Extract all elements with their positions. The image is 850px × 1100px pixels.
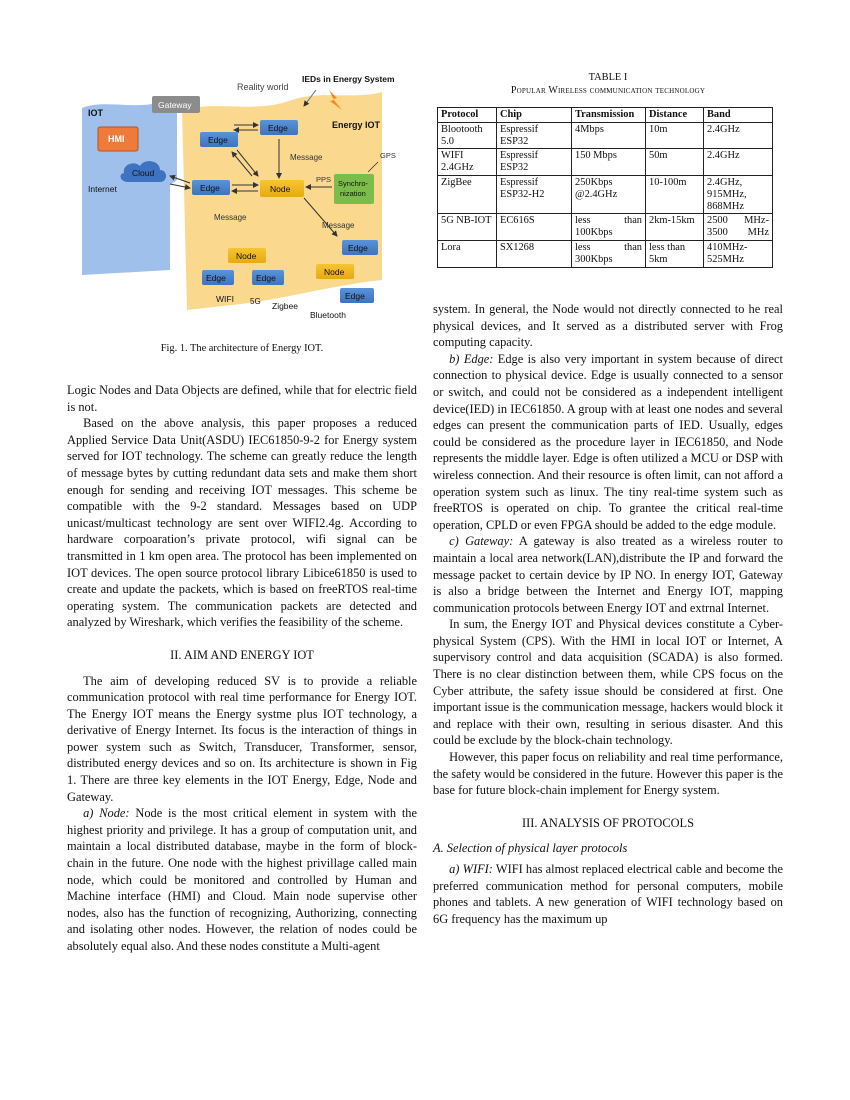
cell: Lora <box>438 240 497 267</box>
cell: 5G NB-IOT <box>438 214 497 241</box>
header-chip: Chip <box>497 108 572 123</box>
cell: 10-100m <box>646 175 704 213</box>
edge-wifi-label: Edge <box>206 273 226 283</box>
cloud-label: Cloud <box>132 168 155 178</box>
edge-top-label: Edge <box>268 123 288 133</box>
header-distance: Distance <box>646 108 704 123</box>
node-bottom-label: Node <box>236 251 257 261</box>
hmi-label: HMI <box>108 134 125 144</box>
cell: less than 100Kbps <box>572 214 646 241</box>
subsection-heading: A. Selection of physical layer protocols <box>433 841 628 856</box>
cell: 410MHz-525MHz <box>704 240 773 267</box>
reality-world-label: Reality world <box>237 82 289 92</box>
table-title: Popular Wireless communication technology <box>510 85 706 96</box>
cell: 2km-15km <box>646 214 704 241</box>
edge-text: Edge is also very important in system because of direct connection to physical device. Edge is usually connected to a sensor or switch, and could not be considered as a independent intelligent device(IED) in IEC61850. A group with at least one nodes and several edges can present the communication parts of IED. Usually, edges could be considered as the procedure layer in IEC61850, and Node represents the middle layer. Edge is often utilized a MCU or DSP with wireless connection. And their resource is often limit, can not afford a operation system such as linux. The tiny real-time system such as freeRTOS is operated on chip. To grantee the critical real-time operation, CPLD or even FPGA should be added to the edge module. <box>433 351 783 532</box>
cell: Espressif ESP32 <box>497 149 572 176</box>
cell: 250Kbps @2.4GHz <box>572 175 646 213</box>
cell: SX1268 <box>497 240 572 267</box>
table-row <box>438 175 773 213</box>
left-column <box>67 382 417 955</box>
cell: Blootooth 5.0 <box>438 122 497 149</box>
cell: 2.4GHz, 915MHz, 868MHz <box>704 175 773 213</box>
node-label: a) Node: <box>83 806 130 821</box>
edge-bluetooth-label: Edge <box>345 291 365 301</box>
energy-iot-label: Energy IOT <box>332 120 381 130</box>
cell: WIFI 2.4GHz <box>438 149 497 176</box>
wifi-label: a) WIFI: <box>449 862 493 876</box>
cell: 2.4GHz <box>704 122 773 149</box>
paragraph: The aim of developing reduced SV is to provide a reliable communication protocol with real time performance for Energy IOT. The Energy IOT means the Energy systme plus IOT technology, a derivative of Energy Internet. Its focus is the interaction of things in power system such as Switch, Transducer, Transformer, sensor, distributed energy devices and so on. Its architecture is shown in Fig 1. There are three key elements in the IOT Energy, Edge, Node and Gateway. <box>67 673 417 804</box>
cell: Espressif ESP32 <box>497 122 572 149</box>
gps-label: GPS <box>380 151 396 160</box>
internet-label: Internet <box>88 184 117 194</box>
paragraph-gateway <box>433 533 783 616</box>
wifi-label: WIFI <box>216 294 234 304</box>
node-text: Node is the most critical element in system with the highest priority and privilege. It has a group of computation unit, and maintain a local distributed database, maybe in the form of block-chain in the future. One node with the highest privillage called main node, which could be monitored and controlled by Human and Machine interface (HMI) and Cloud. Main node supervise other nodes, also has the function of recognizing, Authorizing, connecting and isolating other nodes. However, the relation of nodes could be absolutely equal also. And these nodes constitute a Multi-agent <box>67 806 417 953</box>
paragraph: Logic Nodes and Data Objects are defined, while that for electric field is not. <box>67 383 417 414</box>
zigbee-label: Zigbee <box>272 301 298 311</box>
architecture-figure <box>82 70 402 330</box>
paragraph-wifi <box>433 861 783 927</box>
cell: 50m <box>646 149 704 176</box>
paragraph: In sum, the Energy IOT and Physical devices constitute a Cyber-physical System (CPS). With the HMI in local IOT or Internet, A supervisory control and data acquisition (SCADA) is also formed. There is no clear distinction between them, while CPS focus on the Cyber attribute, the safety issue should be considered at first. One important issue is the communication message, hackers would block it and replace with their own, resulting in serious disaster. And this could be exclude by the block-chain technology. <box>433 617 783 748</box>
5g-label: 5G <box>250 297 261 306</box>
cell: 2500 MHz-3500 MHz <box>704 214 773 241</box>
iot-label: IOT <box>88 108 103 118</box>
cell: 2.4GHz <box>704 149 773 176</box>
paragraph: Based on the above analysis, this paper proposes a reduced Applied Service Data Unit(ASDU) IEC61850-9-2 for Energy system served for IOT technology. The scheme can greatly reduce the length of message bytes by cutting redundant data sets and make them short enough for sending and receiving IOT messages. This scheme be compatible with the 9-2 standard. Messages based on UDP unicast/multicast technology are sent over WIFI2.4g. According to hardware corpoaration’s private protocol, wifi signal can be transmitted in 1 km open area. The protocol has been implemented on IOT devices. The open source protocol library Libice61850 is used to create and update the packets, which is based on freeRTOS real-time operating system. The communication packets are detected and analyzed by Wireshark, which verifies the feasibility of the scheme. <box>67 416 417 630</box>
paragraph-node <box>67 805 417 954</box>
table-row <box>438 122 773 149</box>
message-label-1: Message <box>290 153 323 162</box>
section-heading-analysis: III. ANALYSIS OF PROTOCOLS <box>521 815 695 830</box>
paragraph: system. In general, the Node would not directly connected to he real physical devices, and It served as a distributed server with Frog computing capacity. <box>433 302 783 350</box>
table-row <box>438 240 773 267</box>
figure-caption: Fig. 1. The architecture of Energy IOT. <box>160 343 324 354</box>
table-header-row <box>438 108 773 123</box>
edge-left-label: Edge <box>208 135 228 145</box>
cell: EC616S <box>497 214 572 241</box>
wireless-tech-table <box>437 107 773 268</box>
header-transmission: Transmission <box>572 108 646 123</box>
cell: 10m <box>646 122 704 149</box>
wifi-text: WIFI has almost replaced electrical cable and become the preferred communication method for personal computers, mobile phones and tablets. A new generation of WIFI technology based on 6G frequency has the maximum up <box>433 862 783 926</box>
node-center-label: Node <box>270 184 291 194</box>
bluetooth-label: Bluetooth <box>310 310 346 320</box>
right-column <box>433 301 783 927</box>
cell: ZigBee <box>438 175 497 213</box>
edge-right-upper-label: Edge <box>348 243 368 253</box>
header-band: Band <box>704 108 773 123</box>
section-heading-aim: II. AIM AND ENERGY IOT <box>170 647 314 662</box>
gateway-label: c) Gateway: <box>449 534 514 549</box>
node-right-label: Node <box>324 267 345 277</box>
gateway-text: A gateway is also treated as a wireless router to maintain a local area network(LAN),distribute the IP and forward the message packet to certain device by IP NO. In energy IOT, Gateway is also a bridge between the Internet and Energy IOT, mapping communication protocols between Energy IOT and extrnal Internet. <box>433 534 784 615</box>
table-row <box>438 214 773 241</box>
table-number: TABLE I <box>588 72 628 83</box>
header-protocol: Protocol <box>438 108 497 123</box>
pps-label: PPS <box>316 175 332 184</box>
message-label-2: Message <box>214 213 247 222</box>
cell: 150 Mbps <box>572 149 646 176</box>
cell: less than 5km <box>646 240 704 267</box>
cell: less than 300Kbps <box>572 240 646 267</box>
gateway-label: Gateway <box>158 100 192 110</box>
cell: 4Mbps <box>572 122 646 149</box>
table-row <box>438 149 773 176</box>
ieds-label: IEDs in Energy System <box>302 74 395 84</box>
message-label-3: Message <box>322 221 355 230</box>
paragraph: However, this paper focus on reliability and real time performance, the safety would be considered in the future. However this paper is the base for future block-chain implement for Energy system. <box>433 750 783 798</box>
edge-mid-label: Edge <box>200 183 220 193</box>
sync-label: Synchro-nization <box>338 179 369 198</box>
edge-label: b) Edge: <box>449 351 494 366</box>
edge-5g-label: Edge <box>256 273 276 283</box>
paragraph-edge <box>433 351 783 534</box>
cell: Espressif ESP32-H2 <box>497 175 572 213</box>
